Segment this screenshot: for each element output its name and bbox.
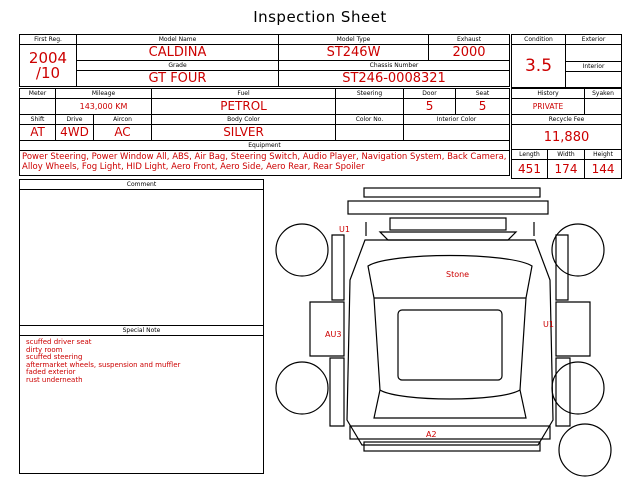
car-damage-diagram bbox=[270, 180, 630, 478]
length-value: 451 bbox=[512, 160, 548, 179]
body-color-value: SILVER bbox=[152, 125, 336, 141]
history-table bbox=[511, 88, 622, 179]
body-color-label: Body Color bbox=[152, 115, 336, 125]
model-type-label: Model Type bbox=[279, 35, 429, 45]
condition-label: Condition bbox=[512, 35, 566, 45]
damage-mark-u1-top: U1 bbox=[339, 225, 350, 234]
condition-table bbox=[511, 34, 622, 88]
first-reg-month: /10 bbox=[35, 63, 61, 82]
steering-label: Steering bbox=[336, 89, 404, 99]
comment-box bbox=[19, 179, 264, 326]
drive-label: Drive bbox=[56, 115, 94, 125]
grade-value: GT FOUR bbox=[77, 71, 279, 87]
exhaust-value: 2000 bbox=[429, 45, 510, 61]
seat-value: 5 bbox=[456, 99, 510, 115]
model-name-label: Model Name bbox=[77, 35, 279, 45]
first-reg-year: 2004 bbox=[28, 48, 68, 67]
damage-mark-u1-right: U1 bbox=[543, 320, 554, 329]
vehicle-header-table bbox=[19, 34, 510, 87]
damage-mark-a2: A2 bbox=[426, 430, 437, 439]
interior-label: Interior bbox=[566, 62, 622, 72]
height-label: Height bbox=[585, 150, 622, 160]
equipment-label: Equipment bbox=[20, 141, 510, 151]
first-reg-label: First Reg. bbox=[20, 35, 77, 45]
fuel-label: Fuel bbox=[152, 89, 336, 99]
sheet-title: Inspection Sheet bbox=[253, 8, 387, 26]
recycle-fee-label: Recycle Fee bbox=[512, 115, 622, 125]
meter-label: Meter bbox=[20, 89, 56, 99]
special-note-label: Special Note bbox=[20, 326, 263, 336]
recycle-fee-value: 11,880 bbox=[512, 125, 622, 150]
door-value: 5 bbox=[404, 99, 456, 115]
width-value: 174 bbox=[548, 160, 585, 179]
history-label: History bbox=[512, 89, 585, 99]
interior-color-value bbox=[404, 125, 510, 141]
special-note-text: scuffed driver seat dirty room scuffed steering aftermarket wheels, suspension and muffler faded exterior rust underneath bbox=[26, 338, 181, 384]
seat-label: Seat bbox=[456, 89, 510, 99]
wheels bbox=[276, 224, 611, 476]
mileage-value: 143,000 KM bbox=[56, 99, 152, 115]
damage-mark-stone: Stone bbox=[446, 270, 470, 279]
comment-label: Comment bbox=[20, 180, 263, 190]
vehicle-spec-table bbox=[19, 88, 510, 176]
history-value: PRIVATE bbox=[512, 99, 585, 115]
rear-bumper-panel bbox=[350, 426, 550, 451]
drive-value: 4WD bbox=[56, 125, 94, 141]
model-type-value: ST246W bbox=[279, 45, 429, 61]
aircon-label: Aircon bbox=[94, 115, 152, 125]
hood-panel bbox=[380, 218, 516, 240]
meter-value bbox=[20, 99, 56, 115]
length-label: Length bbox=[512, 150, 548, 160]
chassis-number-label: Chassis Number bbox=[279, 61, 510, 71]
exhaust-label: Exhaust bbox=[429, 35, 510, 45]
first-reg-value bbox=[20, 45, 77, 87]
special-note-box bbox=[19, 325, 264, 474]
fuel-value: PETROL bbox=[152, 99, 336, 115]
color-no-value bbox=[336, 125, 404, 141]
interior-color-label: Interior Color bbox=[404, 115, 510, 125]
exterior-label: Exterior bbox=[566, 35, 622, 45]
model-name-value: CALDINA bbox=[77, 45, 279, 61]
interior-value bbox=[566, 72, 622, 88]
syaken-value bbox=[585, 99, 622, 115]
door-label: Door bbox=[404, 89, 456, 99]
height-value: 144 bbox=[585, 160, 622, 179]
width-label: Width bbox=[548, 150, 585, 160]
steering-value bbox=[336, 99, 404, 115]
front-bumper-panel bbox=[348, 188, 548, 214]
syaken-label: Syaken bbox=[585, 89, 622, 99]
grade-label: Grade bbox=[77, 61, 279, 71]
damage-mark-au3: AU3 bbox=[325, 330, 342, 339]
equipment-list: Power Steering, Power Window All, ABS, Air Bag, Steering Switch, Audio Player, Navigation System, Back Camera, Alloy Wheels, Fog Light, HID Light, Aero Front, Aero Side, Aero Rear, Rear Spoiler bbox=[20, 151, 510, 176]
chassis-number-value: ST246-0008321 bbox=[279, 71, 510, 87]
condition-value: 3.5 bbox=[512, 45, 566, 88]
color-no-label: Color No. bbox=[336, 115, 404, 125]
exterior-value bbox=[566, 45, 622, 62]
aircon-value: AC bbox=[94, 125, 152, 141]
mileage-label: Mileage bbox=[56, 89, 152, 99]
shift-label: Shift bbox=[20, 115, 56, 125]
shift-value: AT bbox=[20, 125, 56, 141]
